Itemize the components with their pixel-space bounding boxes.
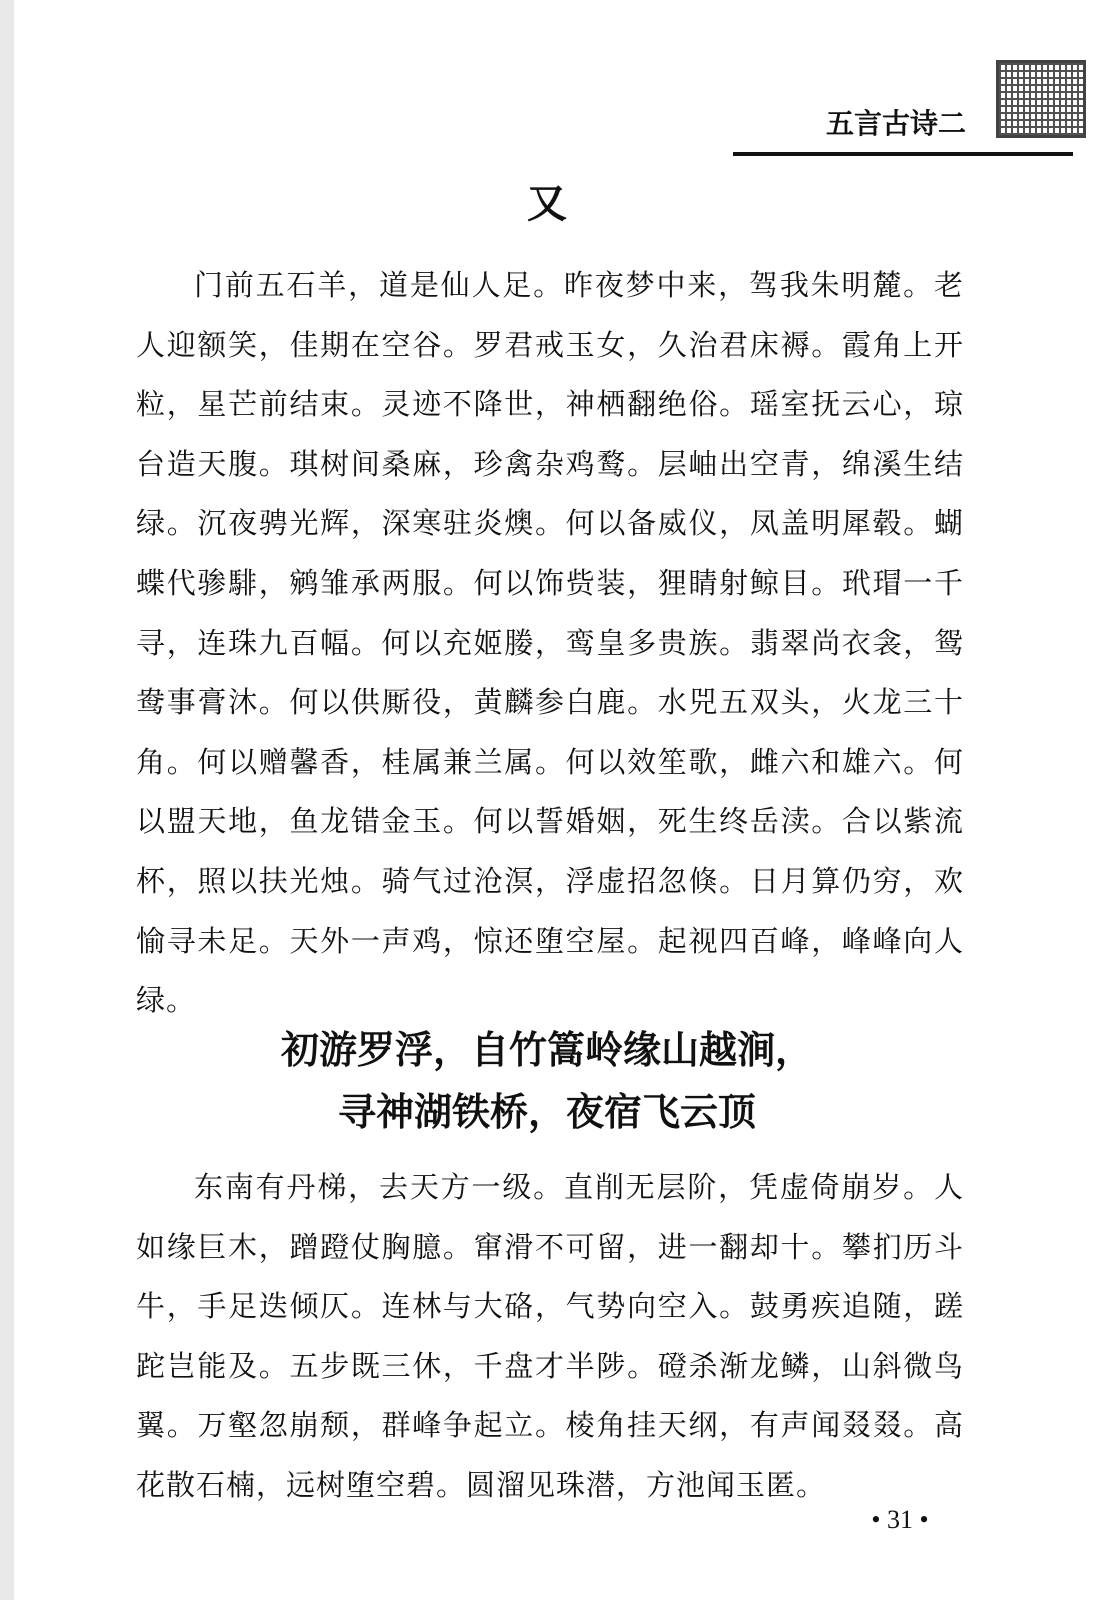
running-header-title: 五言古诗二 xyxy=(826,107,967,140)
poem-title-line-1: 初游罗浮，自竹篙岭缘山越涧， xyxy=(280,1028,813,1072)
poem-title-line-2: 寻神湖铁桥，夜宿飞云顶 xyxy=(337,1090,756,1134)
poem-body: 东南有丹梯，去天方一级。直削无层阶，凭虚倚崩岁。人如缘巨木，蹭蹬仗胸臆。窜滑不可留，进一翻却十。攀扪历斗牛，手足迭倾仄。连林与大硌，气势向空入。鼓勇疾追随，蹉跎岂能及。五步既三休，千盘才半陟。磴杀渐龙鳞，山斜微鸟翼。万壑忽崩颓，群峰争起立。棱角挂天纲，有声闻叕叕。高花散石楠，远树堕空碧。圆溜见珠潜，方池闻玉匿。 xyxy=(136,1170,964,1502)
page-number: • 31 • xyxy=(871,1505,929,1534)
poem-title: 又 xyxy=(527,181,567,227)
header-rule xyxy=(733,152,1073,156)
page-left-edge xyxy=(0,0,14,1600)
seal-stamp-icon xyxy=(996,60,1086,138)
poem-body: 门前五石羊，道是仙人足。昨夜梦中来，驾我朱明麓。老人迎额笑，佳期在空谷。罗君戒玉女，久治君床褥。霞角上开粒，星芒前结束。灵迹不降世，神栖翻绝俗。瑶室抚云心，琼台造天腹。琪树间桑麻，珍禽杂鸡鹜。层岫出空青，绵溪生结绿。沉夜骋光辉，深寒驻炎燠。何以备威仪，凤盖明犀毂。蝴蝶代骖騑，鹓雏承两服。何以饰赀装，狸睛射鲸目。玳瑁一千寻，连珠九百幅。何以充姬媵，鸾皇多贵族。翡翠尚衣衾，鸳鸯事膏沐。何以供厮役，黄麟参白鹿。水兕五双头，火龙三十角。何以赠馨香，桂属兼兰属。何以效笙歌，雌六和雄六。何以盟天地，鱼龙错金玉。何以誓婚姻，死生终岳渎。合以紫流杯，照以扶光烛。骑气过沧溟，浮虚招忽倏。日月算仍穷，欢愉寻未足。天外一声鸡，惊还堕空屋。起视四百峰，峰峰向人绿。 xyxy=(136,268,964,1018)
